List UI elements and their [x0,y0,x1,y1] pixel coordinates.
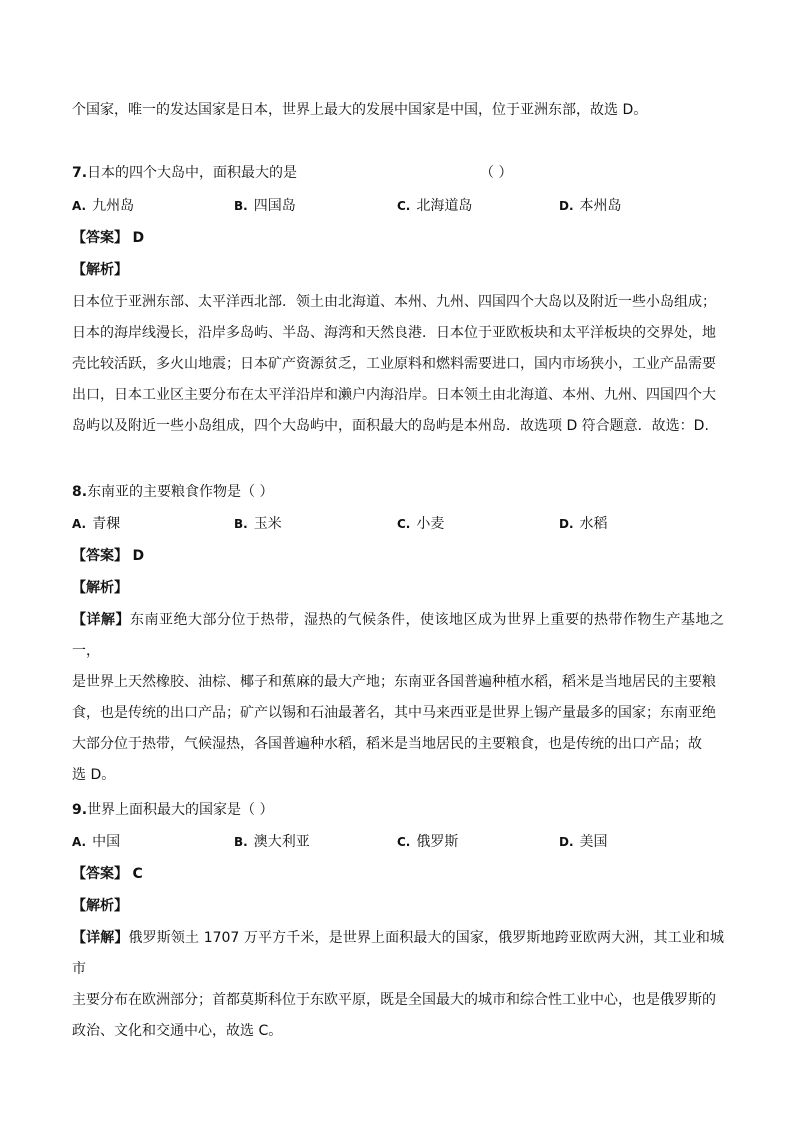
question-8-text: 东南亚的主要粮食作物是（ ） [87,484,274,500]
q8-detail-label: 【详解】 [72,612,130,628]
question-9-number: 9. [72,802,88,818]
q7-analysis-line-1: 日本位于亚洲东部、太平洋西北部．领土由北海道、本州、九州、四国四个大岛以及附近一些小岛组成； [72,294,716,310]
q7-option-c: C. 北海道岛 [397,198,473,214]
q8-answer: 【答案】 D [72,548,145,564]
q8-analysis-line-4: 大部分位于热带，气候湿热，各国普遍种水稻，稻米是当地居民的主要粮食，也是传统的出口产品；故 [72,736,702,752]
q9-option-d: D. 美国 [559,834,608,850]
question-7-number: 7. [72,165,88,181]
question-7-text: 日本的四个大岛中，面积最大的是 [87,165,298,181]
q9-option-c: C. 俄罗斯 [397,834,459,850]
q9-analysis-line-2: 主要分布在欧洲部分；首都莫斯科位于东欧平原，既是全国最大的城市和综合性工业中心，也是俄罗斯的 [72,992,716,1008]
q8-analysis-line-1: 【详解】东南亚绝大部分位于热带，湿热的气候条件，使该地区成为世界上重要的热带作物生产基地之一， [72,612,724,659]
question-9-stem [72,800,732,820]
q9-analysis-line-1: 【详解】俄罗斯领土 1707 万平方千米，是世界上面积最大的国家，俄罗斯地跨亚欧两大洲，其工业和城市 [72,930,724,977]
q9-answer: 【答案】 C [72,866,143,882]
q8-analysis-line-5: 选 D。 [72,767,116,783]
q7-analysis-line-2: 日本的海岸线漫长，沿岸多岛屿、半岛、海湾和天然良港．日本位于亚欧板块和太平洋板块的交界处，地 [72,325,716,341]
q7-analysis-line-3: 壳比较活跃，多火山地震；日本矿产资源贫乏，工业原料和燃料需要进口，国内市场狭小，工业产品需要 [72,356,716,372]
question-9-text: 世界上面积最大的国家是（ ） [87,802,274,818]
q8-option-b: B. 玉米 [234,516,282,532]
question-7-blank: （ ） [480,165,513,181]
q8-analysis-line-3: 食，也是传统的出口产品；矿产以锡和石油最著名，其中马来西亚是世界上锡产量最多的国家；东南亚绝 [72,705,716,721]
q8-analysis-line-2: 是世界上天然橡胶、油棕、椰子和蕉麻的最大产地；东南亚各国普遍种植水稻，稻米是当地居民的主要粮 [72,674,716,690]
q9-option-b: B. 澳大利亚 [234,834,310,850]
q7-analysis-label: 【解析】 [72,262,128,278]
q7-analysis-line-5: 岛屿以及附近一些小岛组成，四个大岛屿中，面积最大的岛屿是本州岛．故选项 D 符合题意．故选：D. [72,418,709,434]
q9-analysis-body [72,923,724,1047]
q9-option-a: A. 中国 [72,834,121,850]
q9-analysis-line-3: 政治、文化和交通中心，故选 C。 [72,1023,283,1039]
question-8-number: 8. [72,484,88,500]
q8-option-a: A. 青稞 [72,516,121,532]
question-8-stem [72,482,732,502]
q9-detail-label: 【详解】 [72,930,129,946]
q7-option-a: A. 九州岛 [72,198,135,214]
q8-analysis-label: 【解析】 [72,580,128,596]
q7-option-d: D. 本州岛 [559,198,622,214]
q8-analysis-body [72,605,724,791]
intro-text: 个国家，唯一的发达国家是日本，世界上最大的发展中国家是中国，位于亚洲东部，故选 D。 [72,102,648,118]
q7-analysis-body [72,287,724,442]
q7-answer: 【答案】 D [72,230,145,246]
q7-option-b: B. 四国岛 [234,198,296,214]
q9-analysis-label: 【解析】 [72,898,128,914]
q7-analysis-line-4: 出口，日本工业区主要分布在太平洋沿岸和濑户内海沿岸。日本领土由北海道、本州、九州、四国四个大 [72,387,716,403]
question-7-stem [72,163,732,183]
q8-option-d: D. 水稻 [559,516,608,532]
q8-option-c: C. 小麦 [397,516,445,532]
